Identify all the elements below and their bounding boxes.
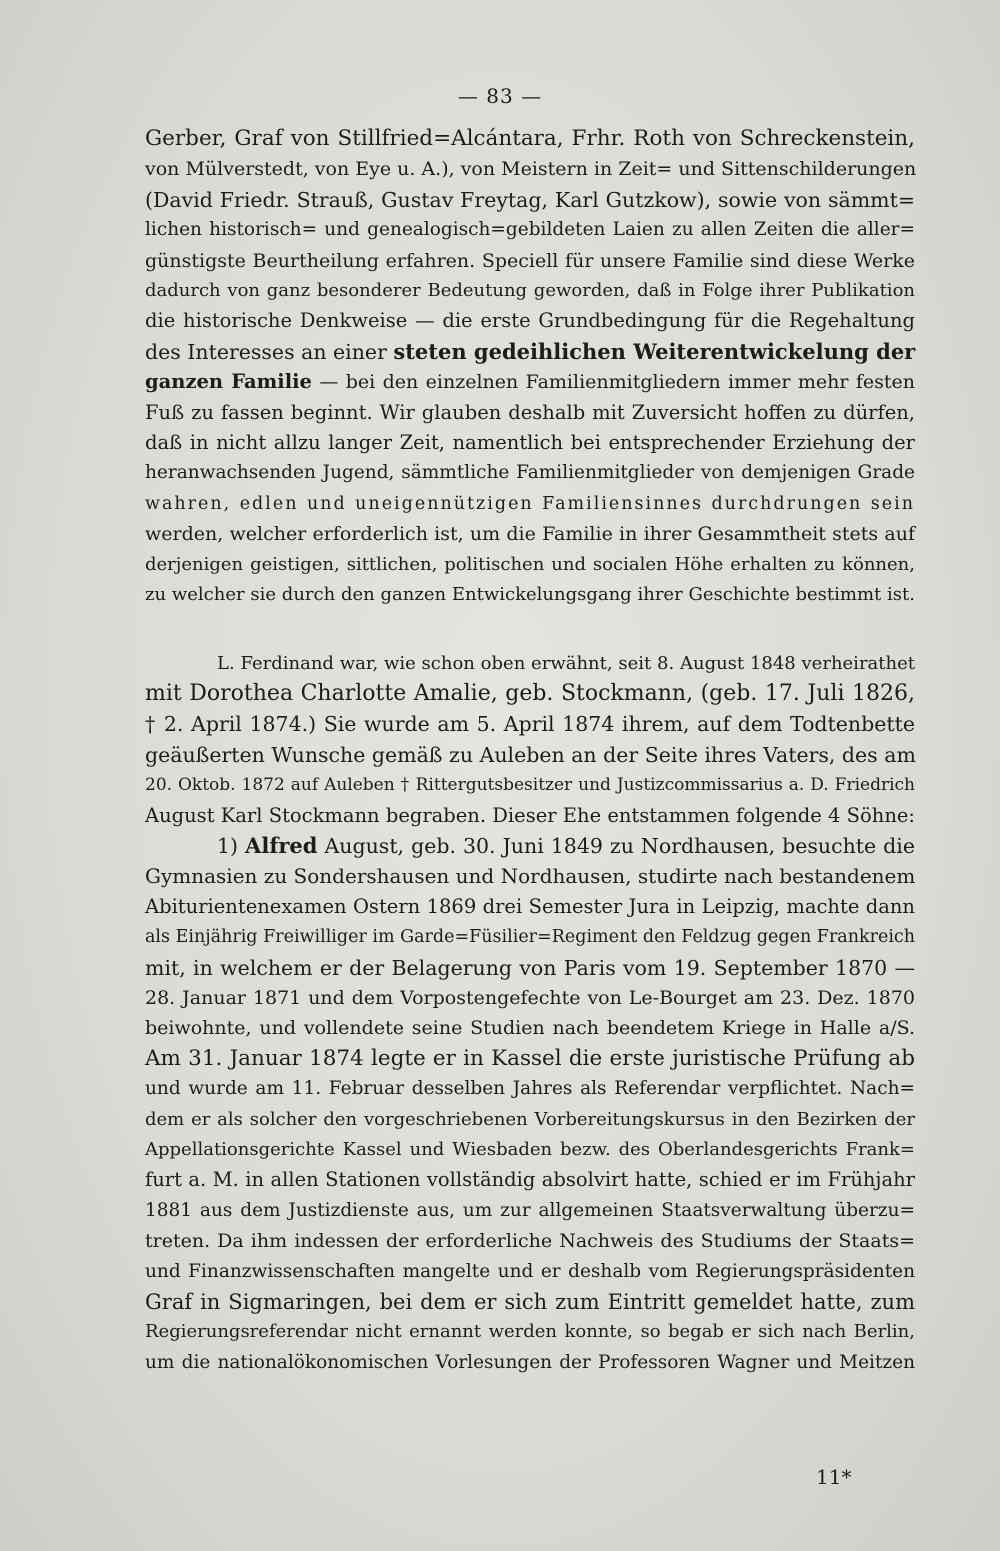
text-line: Abiturientenexamen Ostern 1869 drei Semester Jura in Leipzig, machte dann [145,894,915,918]
text-line: von Mülverstedt, von Eye u. A.), von Meistern in Zeit= und Sittenschilderungen [145,158,917,181]
text-line: Regierungsreferendar nicht ernannt werden konnte, so begab er sich nach Berlin, [145,1321,915,1343]
text-line: lichen historisch= und genealogisch=gebildeten Laien zu allen Zeiten die aller= [145,219,915,241]
text-line: Gymnasien zu Sondershausen und Nordhausen, studirte nach bestandenem [145,864,916,889]
emphasis-text: steten gedeihlichen Weiterentwickelung der [393,338,916,364]
text-line [145,831,915,861]
text-line: um die nationalökonomischen Vorlesungen der Professoren Wagner und Meitzen [145,1351,915,1373]
text-line: derjenigen geistigen, sittlichen, politischen und socialen Höhe erhalten zu können, [145,553,915,575]
text-line: 28. Januar 1871 und dem Vorpostengefechte von Le-Bourget am 23. Dez. 1870 [145,986,915,1009]
paragraph-1 [145,124,915,611]
text-line: und wurde am 11. Februar desselben Jahres als Referendar verpflichtet. Nach= [145,1078,915,1100]
text-line: werden, welcher erforderlich ist, um die Familie in ihrer Gesammtheit stets auf [145,523,915,546]
page-number: — 83 — [457,84,543,108]
text-line: dadurch von ganz besonderer Bedeutung geworden, daß in Folge ihrer Publikation [145,280,915,302]
emphasis-text: Alfred [245,832,318,858]
text-fragment: August, geb. 30. Juni 1849 zu Nordhausen, besuchte die [324,833,915,858]
text-fragment: — bei den einzelnen Familienmitgliedern immer mehr festen [319,371,915,394]
list-number: 1) [217,833,239,858]
text-line [145,367,915,397]
text-line: dem er als solcher den vorgeschriebenen Vorbereitungskursus in den Bezirken der [145,1108,915,1130]
text-line: mit Dorothea Charlotte Amalie, geb. Stockmann, (geb. 17. Juli 1826, [145,680,915,706]
text-line: günstigste Beurtheilung erfahren. Speciell für unsere Familie sind diese Werke [145,249,915,272]
text-line [145,337,915,367]
paragraph-gap [145,611,915,649]
text-line: † 2. April 1874.) Sie wurde am 5. April 1874 ihrem, auf dem Todtenbette [145,712,915,737]
text-line: August Karl Stockmann begraben. Dieser Ehe entstammen folgende 4 Söhne: [145,803,915,827]
text-line: Graf in Sigmaringen, bei dem er sich zum Eintritt gemeldet hatte, zum [145,1290,915,1315]
text-fragment: des Interesses an einer [145,339,387,364]
text-line: L. Ferdinand war, wie schon oben erwähnt, seit 8. August 1848 verheirathet [217,652,915,674]
emphasis-text: ganzen Familie [145,370,312,394]
text-line: Am 31. Januar 1874 legte er in Kassel die erste juristische Prüfung ab [145,1045,915,1071]
text-line: furt a. M. in allen Stationen vollständig absolvirt hatte, schied er im Frühjahr [145,1168,915,1192]
text-line: wahren, edlen und uneigennützigen Familiensinnes durchdrungen sein [145,493,915,514]
text-line: Gerber, Graf von Stillfried=Alcántara, Frhr. Roth von Schreckenstein, [145,126,915,151]
paragraph-2 [145,649,915,831]
text-line: Appellationsgerichte Kassel und Wiesbaden bezw. des Oberlandesgerichts Frank= [145,1139,915,1160]
text-line: die historische Denkweise — die erste Grundbedingung für die Regehaltung [145,309,915,333]
text-line: und Finanzwissenschaften mangelte und er deshalb vom Regierungspräsidenten [145,1260,915,1282]
text-line: geäußerten Wunsche gemäß zu Auleben an der Seite ihres Vaters, des am [145,742,916,767]
text-line: Fuß zu fassen beginnt. Wir glauben deshalb mit Zuversicht hoffen zu dürfen, [145,400,915,424]
text-line: mit, in welchem er der Belagerung von Paris vom 19. September 1870 — [145,955,915,980]
body-text [145,124,915,1378]
text-line: 20. Oktob. 1872 auf Auleben † Rittergutsbesitzer und Justizcommissarius a. D. Friedrich [145,775,915,796]
text-line: zu welcher sie durch den ganzen Entwickelungsgang ihrer Geschichte bestimmt ist. [145,584,915,606]
text-line: 1881 aus dem Justizdienste aus, um zur allgemeinen Staatsverwaltung überzu= [145,1199,915,1221]
text-line: als Einjährig Freiwilliger im Garde=Füsilier=Regiment den Feldzug gegen Frankreich [145,927,916,948]
text-line: (David Friedr. Strauß, Gustav Freytag, Karl Gutzkow), sowie von sämmt= [145,187,915,212]
text-line: treten. Da ihm indessen der erforderliche Nachweis des Studiums der Staats= [145,1230,915,1253]
text-line: daß in nicht allzu langer Zeit, namentlich bei entsprechender Erziehung der [145,431,915,455]
text-line: heranwachsenden Jugend, sämmtliche Familienmitglieder von demjenigen Grade [145,462,915,484]
paragraph-3 [145,831,915,1378]
text-line: beiwohnte, und vollendete seine Studien nach beendetem Kriege in Halle a/S. [145,1017,915,1040]
printer-signature: 11* [816,1465,852,1489]
